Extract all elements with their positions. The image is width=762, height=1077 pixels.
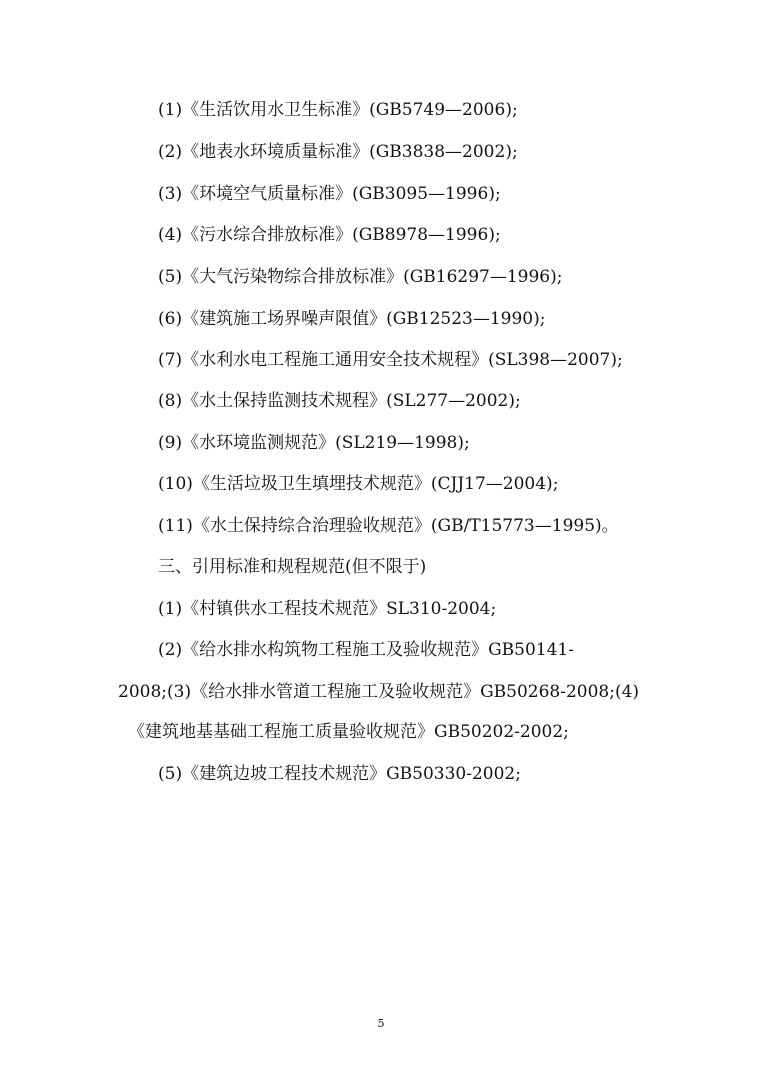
standard-item-2: (2)《地表水环境质量标准》(GB3838—2002); [158, 142, 518, 162]
standard-item-5: (5)《大气污染物综合排放标准》(GB16297—1996); [158, 267, 563, 287]
standard-item-3: (3)《环境空气质量标准》(GB3095—1996); [158, 184, 501, 204]
standard-item-11: (11)《水土保持综合治理验收规范》(GB/T15773—1995)。 [158, 516, 619, 536]
section-heading: 三、引用标准和规程规范(但不限于) [158, 557, 427, 577]
standard-item-7: (7)《水利水电工程施工通用安全技术规程》(SL398—2007); [158, 350, 623, 370]
norm-item-2-line-1: (2)《给水排水构筑物工程施工及验收规范》GB50141- [158, 640, 574, 660]
norm-item-1: (1)《村镇供水工程技术规范》SL310-2004; [158, 599, 497, 619]
standard-item-10: (10)《生活垃圾卫生填埋技术规范》(CJJ17—2004); [158, 474, 559, 494]
standard-item-8: (8)《水土保持监测技术规程》(SL277—2002); [158, 391, 521, 411]
norm-item-2-line-2: 2008;(3)《给水排水管道工程施工及验收规范》GB50268-2008;(4) [118, 682, 640, 702]
norm-item-5: (5)《建筑边坡工程技术规范》GB50330-2002; [158, 764, 521, 784]
norm-item-2-line-3: 《建筑地基基础工程施工质量验收规范》GB50202-2002; [128, 722, 569, 742]
standard-item-1: (1)《生活饮用水卫生标准》(GB5749—2006); [158, 100, 518, 120]
standard-item-6: (6)《建筑施工场界噪声限值》(GB12523—1990); [158, 309, 546, 329]
page-number: 5 [377, 1017, 385, 1030]
standard-item-4: (4)《污水综合排放标准》(GB8978—1996); [158, 225, 501, 245]
standard-item-9: (9)《水环境监测规范》(SL219—1998); [158, 433, 470, 453]
